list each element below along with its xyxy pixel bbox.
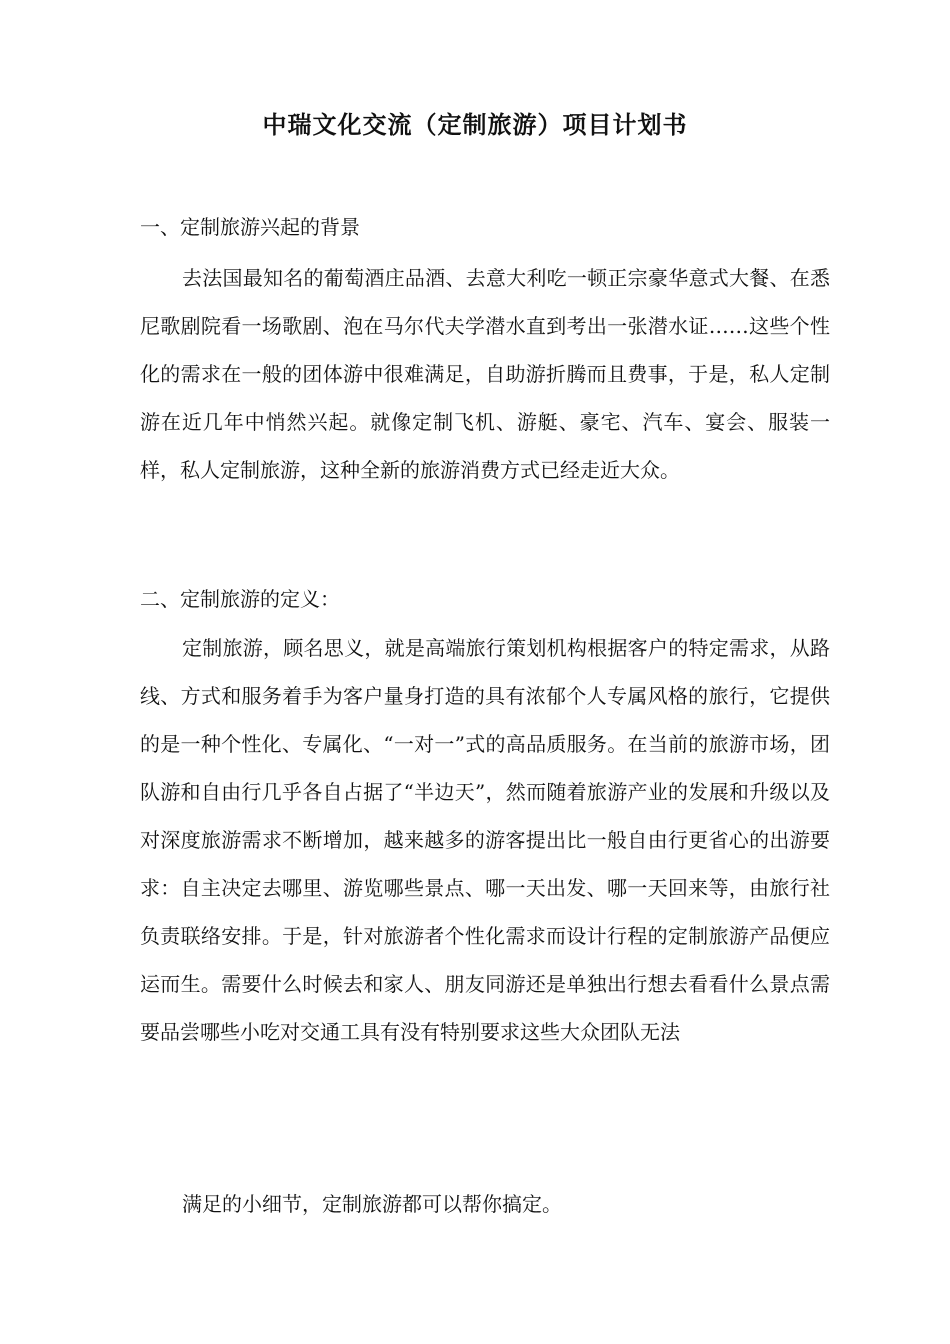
paragraph-definition-continued: 满足的小细节，定制旅游都可以帮你搞定。 — [182, 1192, 562, 1216]
section-heading-background: 一、定制旅游兴起的背景 — [140, 215, 360, 239]
paragraph-background: 去法国最知名的葡萄酒庄品酒、去意大利吃一顿正宗豪华意式大餐、在悉尼歌剧院看一场歌剧、泡在马尔代夫学潜水直到考出一张潜水证……这些个性化的需求在一般的团体游中很难满足，自助游折腾而且费事，于是，私人定制游在近几年中悄然兴起。就像定制飞机、游艇、豪宅、汽车、宴会、服装一样，私人定制旅游，这种全新的旅游消费方式已经走近大众。 — [140, 266, 830, 482]
section-heading-definition: 二、定制旅游的定义： — [140, 587, 340, 611]
paragraph-definition: 定制旅游，顾名思义，就是高端旅行策划机构根据客户的特定需求，从路线、方式和服务着手为客户量身打造的具有浓郁个人专属风格的旅行，它提供的是一种个性化、专属化、“一对一”式的高品质服务。在当前的旅游市场，团队游和自由行几乎各自占据了“半边天”，然而随着旅游产业的发展和升级以及对深度旅游需求不断增加，越来越多的游客提出比一般自由行更省心的出游要求：自主决定去哪里、游览哪些景点、哪一天出发、哪一天回来等，由旅行社负责联络安排。于是，针对旅游者个性化需求而设计行程的定制旅游产品便应运而生。需要什么时候去和家人、朋友同游还是单独出行想去看看什么景点需要品尝哪些小吃对交通工具有没有特别要求这些大众团队无法 — [140, 636, 830, 1044]
document-title: 中瑞文化交流（定制旅游）项目计划书 — [262, 111, 688, 139]
